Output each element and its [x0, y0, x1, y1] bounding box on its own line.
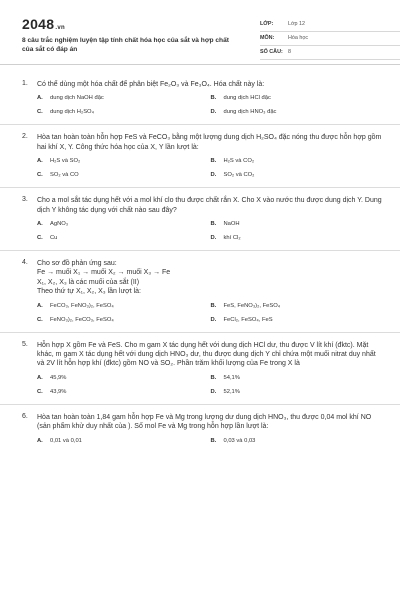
meta-key: MÔN:	[260, 35, 275, 41]
question-number: 6.	[22, 412, 28, 420]
meta-row-count	[260, 46, 400, 60]
option-text: dung dịch NaOH đặc	[50, 95, 104, 102]
answer-option[interactable]	[37, 221, 211, 227]
option-text: dung dịch HNO₃ đặc	[223, 109, 277, 116]
option-letter: B.	[210, 302, 217, 309]
question-item	[22, 259, 384, 323]
answer-option[interactable]	[211, 438, 385, 444]
option-text: H₂S và SO₂	[50, 158, 81, 165]
option-text: SO₂ và CO	[50, 172, 79, 179]
option-text: FeS, FeNO₃)₂, FeSO₄	[223, 302, 281, 309]
answer-option[interactable]	[211, 109, 385, 115]
answer-option[interactable]	[37, 389, 211, 395]
header-divider	[0, 64, 400, 65]
option-letter: C.	[37, 316, 43, 323]
meta-row-class	[260, 18, 400, 32]
option-letter: A.	[37, 437, 43, 444]
question-divider	[0, 187, 400, 188]
answer-options	[37, 221, 384, 241]
question-stem: Cho a mol sắt tác dụng hết với a mol khí clo thu được chất rắn X. Cho X vào nước thu được dung dịch Y. Dung dịch Y không tác dụng với chất nào sau đây?	[37, 197, 382, 214]
question-item	[22, 133, 384, 178]
answer-option[interactable]	[37, 317, 211, 323]
option-letter: C.	[37, 172, 43, 179]
answer-options	[37, 95, 384, 115]
option-letter: B.	[210, 221, 217, 228]
question-number: 2.	[22, 133, 28, 141]
answer-option[interactable]	[37, 375, 211, 381]
option-text: H₂S và CO₂	[223, 158, 255, 165]
answer-option[interactable]	[37, 109, 211, 115]
option-text: 54,1%	[223, 374, 240, 381]
option-letter: D.	[210, 316, 217, 323]
option-text: FeCl₂, FeSO₄, FeS	[223, 316, 273, 323]
option-letter: B.	[210, 437, 217, 444]
option-text: SO₂ và CO₂	[223, 172, 255, 179]
answer-option[interactable]	[211, 303, 385, 309]
document-title: 8 câu trắc nghiệm luyện tập tính chất hóa học của sắt và hợp chất của sắt có đáp án	[22, 37, 229, 53]
question-divider	[0, 332, 400, 333]
option-text: khí Cl₂	[223, 235, 241, 242]
question-list	[22, 80, 384, 444]
question-divider	[0, 124, 400, 125]
answer-option[interactable]	[211, 158, 385, 164]
logo-text: 2048	[22, 16, 55, 32]
meta-key: SỐ CÂU:	[260, 49, 283, 55]
option-letter: C.	[37, 388, 43, 395]
question-stem: Hòa tan hoàn toàn hỗn hợp FeS và FeCO₃ bằng một lượng dung dịch H₂SO₄ đặc nóng thu được hỗn hợp gồm hai khí X, Y. Công thức hóa học của X, Y lần lượt là:	[37, 134, 382, 151]
option-letter: C.	[37, 235, 43, 242]
answer-option[interactable]	[37, 303, 211, 309]
answer-option[interactable]	[211, 317, 385, 323]
question-number: 1.	[22, 80, 28, 87]
option-text: FeCO₃, FeNO₃)₂, FeSO₄	[50, 302, 114, 309]
question-number: 4.	[22, 259, 28, 267]
answer-option[interactable]	[37, 172, 211, 178]
meta-value: 8	[288, 49, 291, 55]
option-letter: D.	[210, 388, 217, 395]
site-logo[interactable]	[22, 16, 65, 32]
option-letter: D.	[210, 172, 217, 179]
option-text: 52,1%	[223, 388, 240, 395]
answer-option[interactable]	[211, 389, 385, 395]
answer-option[interactable]	[211, 375, 385, 381]
question-stem: Hòa tan hoàn toàn 1,84 gam hỗn hợp Fe và Mg trong lượng dư dung dịch HNO₃, thu được 0,04 mol khí NO (sản phẩm khử duy nhất của ). Số mol Fe và Mg trong hỗn hợp lần lượt là:	[37, 413, 372, 431]
option-text: 45,9%	[50, 374, 67, 381]
question-item	[22, 80, 384, 115]
answer-options	[37, 375, 384, 395]
answer-options	[37, 438, 384, 444]
option-letter: A.	[37, 95, 43, 102]
option-letter: A.	[37, 302, 43, 309]
answer-option[interactable]	[37, 235, 211, 241]
answer-option[interactable]	[37, 438, 211, 444]
option-letter: C.	[37, 109, 43, 116]
option-text: 0,03 và 0,03	[223, 437, 256, 444]
option-letter: B.	[210, 95, 217, 102]
option-letter: A.	[37, 221, 43, 228]
question-stem: Hỗn hợp X gồm Fe và FeS. Cho m gam X tác dụng hết với dung dịch HCl dư, thu được V lít khí (đktc). Mặt khác, m gam X tác dụng hết với dung dịch HNO₃ dư, thu được dung dịch Y chỉ chứa một muối nitrat duy nhất và 2V lít hỗn hợp khí (đktc) gồm NO và SO₂. Phần trăm khối lượng của Fe trong X là	[37, 341, 376, 368]
option-text: dung dịch H₂SO₄	[50, 109, 94, 116]
answer-option[interactable]	[211, 235, 385, 241]
question-divider	[0, 250, 400, 251]
option-text: AgNO₃	[50, 221, 69, 228]
question-item	[22, 341, 384, 395]
option-text: FeNO₃)₂, FeCO₃, FeSO₄	[50, 316, 114, 323]
option-letter: B.	[210, 374, 217, 381]
option-letter: A.	[37, 374, 43, 381]
answer-option[interactable]	[211, 172, 385, 178]
question-stem: Cho sơ đồ phản ứng sau: Fe → muối X₁ → muối X₂ → muối X₃ → Fe X₁, X₂, X₃ là các muối của sắt (II) Theo thứ tự X₁, X₂, X₃ lần lượt là:	[37, 260, 171, 296]
question-stem: Có thể dùng một hóa chất để phân biệt Fe₂O₃ và Fe₃O₄. Hóa chất này là:	[37, 81, 265, 88]
option-letter: D.	[210, 109, 217, 116]
answer-option[interactable]	[37, 158, 211, 164]
question-item	[22, 196, 384, 241]
option-letter: D.	[210, 235, 217, 242]
option-text: 0,01 và 0,01	[50, 437, 82, 444]
answer-option[interactable]	[37, 95, 211, 101]
meta-value: Lớp 12	[288, 21, 306, 27]
page-header	[22, 14, 384, 76]
option-letter: B.	[210, 158, 217, 165]
question-number: 3.	[22, 196, 28, 204]
option-text: dung dịch HCl đặc	[223, 95, 271, 102]
meta-table	[260, 18, 400, 60]
meta-value: Hóa học	[288, 35, 309, 41]
answer-options	[37, 158, 384, 178]
question-number: 5.	[22, 340, 28, 348]
meta-key: LỚP:	[260, 21, 274, 27]
question-divider	[0, 404, 400, 405]
answer-options	[37, 303, 384, 323]
answer-option[interactable]	[211, 221, 385, 227]
meta-row-subject	[260, 32, 400, 46]
answer-option[interactable]	[211, 95, 385, 101]
logo-suffix: .vn	[55, 25, 65, 31]
option-text: NaOH	[223, 221, 240, 228]
option-text: 43,9%	[50, 388, 67, 395]
option-letter: A.	[37, 158, 43, 165]
option-text: Cu	[50, 235, 58, 242]
question-item	[22, 413, 384, 444]
